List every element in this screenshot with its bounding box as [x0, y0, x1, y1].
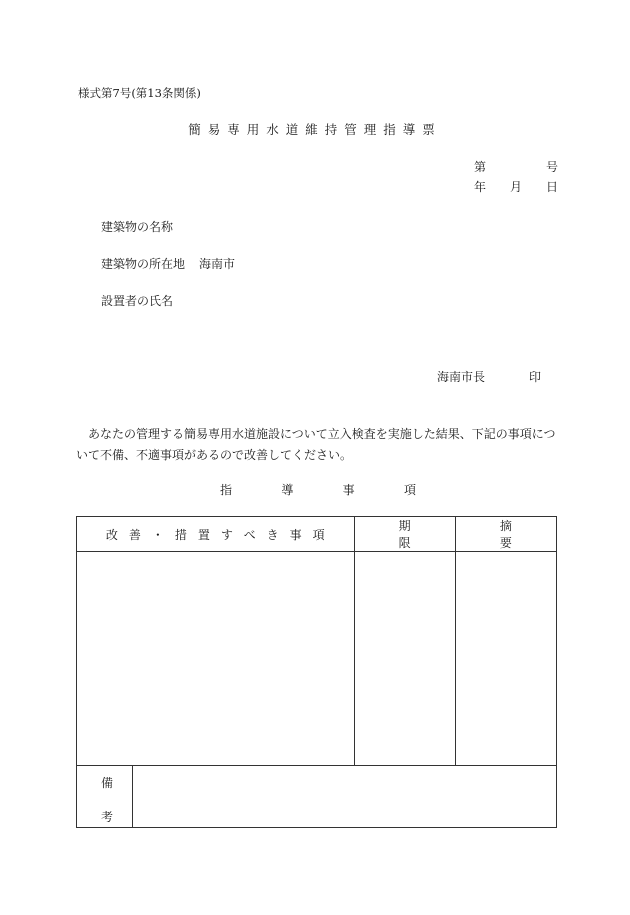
notice-text: あなたの管理する簡易専用水道施設について立入検査を実施した結果、下記の事項について不備、不適事項があるので改善してください。 [76, 427, 556, 462]
document-title: 簡易専用水道維持管理指導票 [188, 122, 442, 137]
improvement-items-cell[interactable] [77, 552, 355, 766]
header-summary: 摘要 [455, 517, 556, 552]
section-title-char: 指 [220, 483, 233, 497]
date-month-label: 月 [509, 180, 522, 194]
date-year-label: 年 [474, 180, 487, 194]
installer-name-label: 設置者の氏名 [101, 294, 174, 308]
issuer-name: 海南市長 [437, 370, 486, 384]
guidance-table [76, 516, 557, 766]
section-title-char: 導 [281, 483, 294, 497]
reference-number-prefix: 第 [474, 160, 487, 174]
header-improvement-items: 改善・措置すべき事項 [77, 517, 355, 552]
remarks-label-char: 考 [101, 810, 114, 824]
date-day-label: 日 [545, 180, 558, 194]
issue-date [474, 178, 558, 195]
section-title [220, 481, 416, 498]
section-title-char: 事 [342, 483, 355, 497]
building-location-label: 建築物の所在地 [101, 257, 186, 271]
remarks-section [76, 765, 557, 828]
remarks-label [77, 765, 133, 827]
seal-mark: 印 [529, 370, 542, 384]
section-title-char: 項 [403, 483, 416, 497]
issuer-signature [437, 368, 541, 385]
form-number: 様式第7号(第13条関係) [78, 86, 201, 100]
reference-number-suffix: 号 [545, 160, 558, 174]
table-row [77, 552, 557, 766]
reference-number [474, 158, 558, 175]
building-location-field [101, 255, 235, 272]
building-name-field [101, 218, 173, 235]
installer-name-field [101, 292, 173, 309]
building-name-label: 建築物の名称 [101, 220, 174, 234]
deadline-cell[interactable] [354, 552, 455, 766]
building-location-value: 海南市 [199, 257, 236, 271]
table-header-row [77, 517, 557, 552]
summary-cell[interactable] [455, 552, 556, 766]
remarks-label-char: 備 [101, 776, 114, 790]
header-deadline: 期限 [354, 517, 455, 552]
